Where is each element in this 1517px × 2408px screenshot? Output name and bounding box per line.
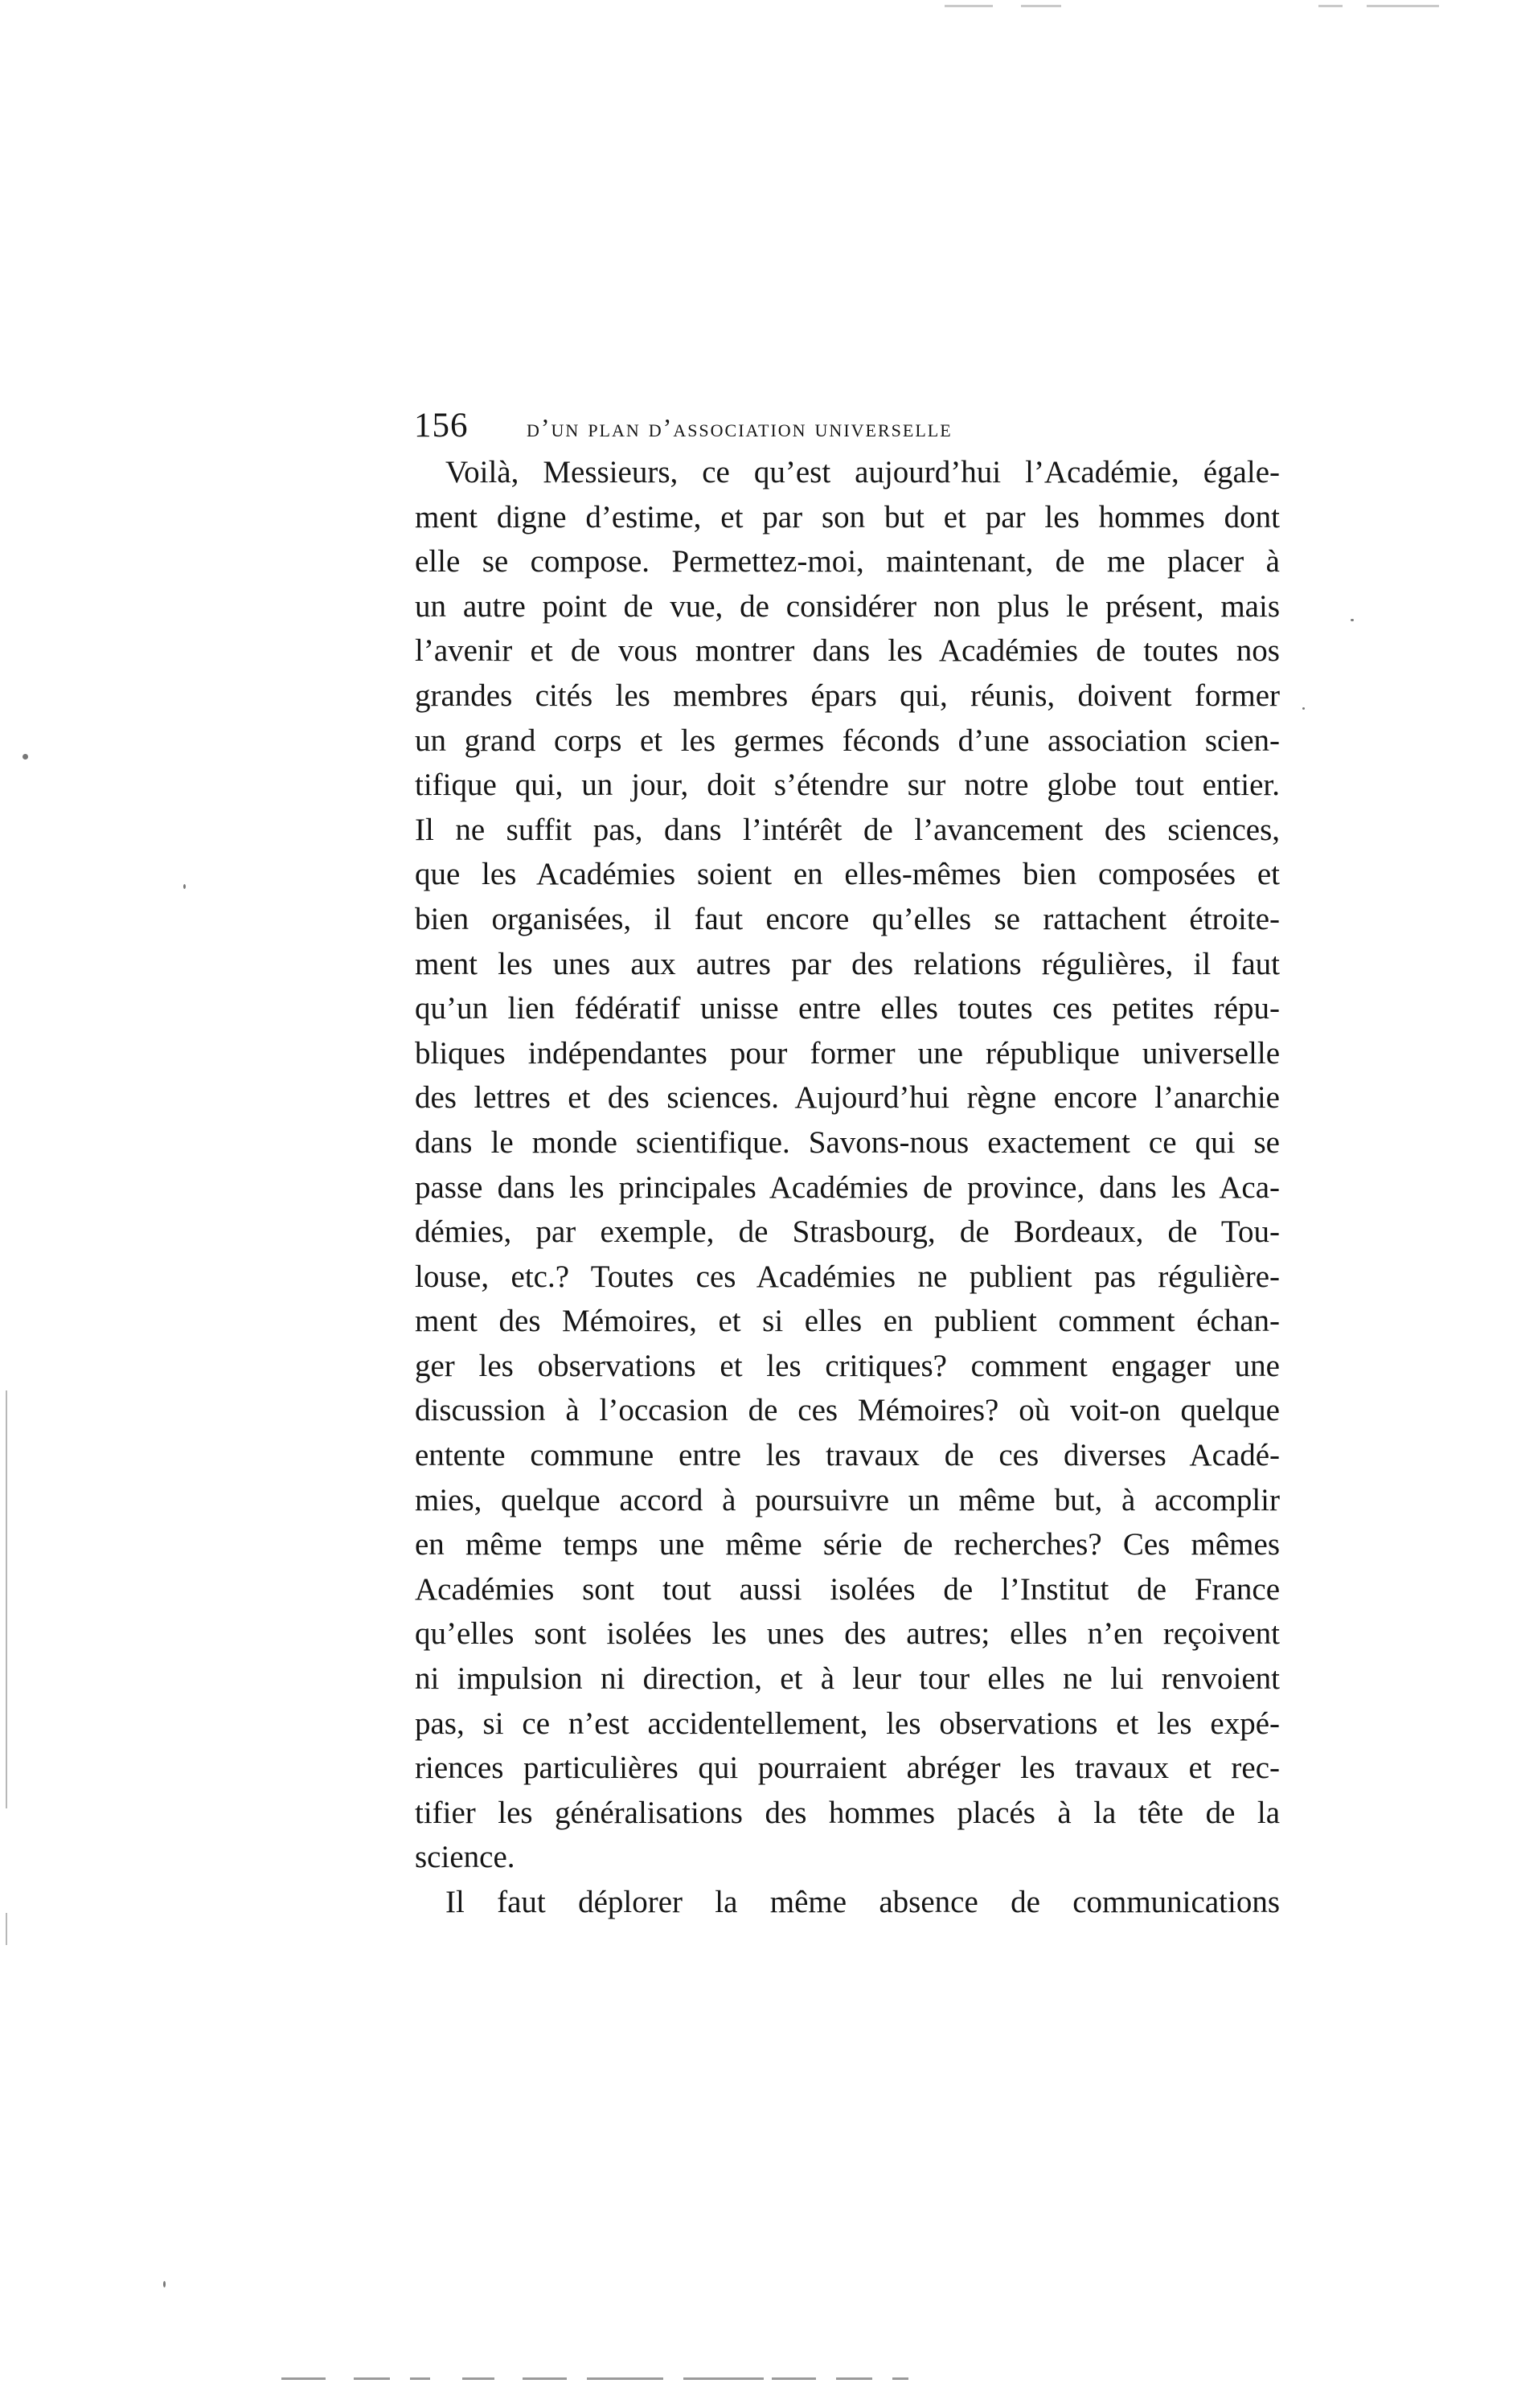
scan-mark [354, 2377, 390, 2380]
text-line: ment les unes aux autres par des relations régulières, il faut [415, 946, 1280, 981]
scan-speck [163, 2281, 166, 2287]
text-line: discussion à l’occasion de ces Mémoires? où voit-on quelque [415, 1393, 1280, 1428]
text-line: elle se compose. Permettez-moi, maintenant, de me placer à [415, 544, 1280, 579]
text-line: qu’elles sont isolées les unes des autres; elles n’en reçoivent [415, 1616, 1280, 1652]
body-text [415, 450, 1280, 1925]
running-head [414, 406, 1154, 448]
scan-mark [772, 2377, 816, 2380]
scan-mark [836, 2377, 872, 2380]
scan-mark [1318, 5, 1343, 7]
text-line: ment des Mémoires, et si elles en publient comment échan- [415, 1304, 1280, 1339]
text-line: Académies sont tout aussi isolées de l’Institut de France [415, 1571, 1280, 1607]
text-line: tifier les généralisations des hommes placés à la tête de la [415, 1795, 1280, 1830]
scan-mark [892, 2377, 908, 2380]
scan-speck [1302, 707, 1305, 710]
scan-speck [1351, 619, 1354, 621]
text-line: science. [415, 1840, 515, 1875]
scan-mark [1021, 5, 1061, 7]
scan-edge [6, 1913, 7, 1945]
running-head-title: d’un plan d’association universelle [527, 413, 953, 442]
text-line: bien organisées, il faut encore qu’elles se rattachent étroite- [415, 901, 1280, 936]
text-line: qu’un lien fédératif unisse entre elles toutes ces petites répu- [415, 991, 1280, 1026]
text-line: entente commune entre les travaux de ces diverses Acadé- [415, 1438, 1280, 1473]
text-line: ger les observations et les critiques? comment engager une [415, 1348, 1280, 1383]
text-line: démies, par exemple, de Strasbourg, de Bordeaux, de Tou- [415, 1214, 1280, 1250]
text-line: ment digne d’estime, et par son but et par les hommes dont [415, 499, 1280, 534]
text-line: que les Académies soient en elles-mêmes bien composées et [415, 857, 1280, 892]
scan-speck [23, 754, 28, 760]
text-line: bliques indépendantes pour former une république universelle [415, 1035, 1280, 1071]
text-line: en même temps une même série de recherches? Ces mêmes [415, 1527, 1280, 1562]
scan-mark [683, 2377, 764, 2380]
text-line: riences particulières qui pourraient abréger les travaux et rec- [415, 1751, 1280, 1786]
scan-speck [183, 884, 186, 889]
text-line: ni impulsion ni direction, et à leur tour elles ne lui renvoient [415, 1661, 1280, 1697]
text-line: mies, quelque accord à poursuivre un même but, à accomplir [415, 1482, 1280, 1517]
text-line: Il ne suffit pas, dans l’intérêt de l’avancement des sciences, [415, 812, 1280, 847]
scan-mark [945, 5, 993, 7]
scan-mark [462, 2377, 494, 2380]
text-line: Il faut déplorer la même absence de communications [445, 1885, 1280, 1919]
text-line: louse, etc.? Toutes ces Académies ne publient pas régulière- [415, 1259, 1280, 1294]
scan-mark [1367, 5, 1439, 7]
page-number: 156 [414, 407, 469, 444]
scan-mark [281, 2377, 326, 2380]
scan-mark [523, 2377, 567, 2380]
scan-mark [410, 2377, 430, 2380]
text-line: des lettres et des sciences. Aujourd’hui règne encore l’anarchie [415, 1080, 1280, 1116]
text-line: dans le monde scientifique. Savons-nous exactement ce qui se [415, 1124, 1280, 1160]
scan-mark [587, 2377, 663, 2380]
text-line: tifique qui, un jour, doit s’étendre sur notre globe tout entier. [415, 768, 1280, 803]
text-line: grandes cités les membres épars qui, réunis, doivent former [415, 678, 1280, 713]
text-line: l’avenir et de vous montrer dans les Académies de toutes nos [415, 633, 1280, 669]
text-line: un autre point de vue, de considérer non plus le présent, mais [415, 588, 1280, 624]
text-line: passe dans les principales Académies de province, dans les Aca- [415, 1169, 1280, 1205]
text-line: Voilà, Messieurs, ce qu’est aujourd’hui l’Académie, égale- [445, 455, 1280, 489]
text-line: pas, si ce n’est accidentellement, les observations et les expé- [415, 1706, 1280, 1741]
scan-edge [6, 1390, 7, 1808]
text-line: un grand corps et les germes féconds d’une association scien- [415, 723, 1280, 758]
